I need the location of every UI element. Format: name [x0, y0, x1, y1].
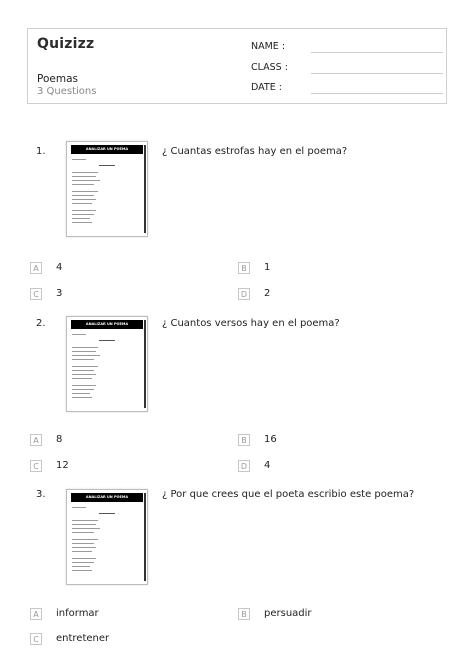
question-number: 3. — [36, 489, 46, 500]
option-letter: B — [238, 608, 250, 620]
date-field[interactable] — [251, 82, 282, 93]
name-label: NAME : — [251, 41, 286, 52]
worksheet-image — [66, 316, 148, 412]
image-banner: ANALIZAR UN POEMA — [85, 147, 129, 151]
worksheet-header — [27, 28, 447, 104]
option-letter: D — [238, 460, 250, 472]
question-count: 3 Questions — [37, 86, 97, 97]
date-label: DATE : — [251, 82, 282, 93]
option-text: 2 — [264, 288, 271, 299]
option-letter: A — [30, 434, 42, 446]
option-letter: C — [30, 288, 42, 300]
option-text: 8 — [56, 434, 63, 445]
option-letter: B — [238, 434, 250, 446]
option-letter: A — [30, 608, 42, 620]
name-field[interactable] — [251, 41, 285, 52]
option-text: 4 — [56, 262, 63, 273]
option-letter: C — [30, 633, 42, 645]
option-letter: A — [30, 262, 42, 274]
question-text: ¿ Por que crees que el poeta escribio este poema? — [162, 489, 415, 500]
option-text: 1 — [264, 262, 271, 273]
question-number: 2. — [36, 318, 46, 329]
option-text: 3 — [56, 288, 63, 299]
question-number: 1. — [36, 146, 46, 157]
name-line — [311, 52, 443, 53]
option-text: entretener — [56, 633, 110, 644]
class-line — [311, 73, 443, 74]
option-letter: D — [238, 288, 250, 300]
image-banner: ANALIZAR UN POEMA — [85, 495, 129, 499]
worksheet-image — [66, 141, 148, 237]
option-letter: C — [30, 460, 42, 472]
worksheet-title: Poemas — [37, 73, 78, 85]
option-text: 16 — [264, 434, 277, 445]
option-text: persuadir — [264, 608, 312, 619]
date-line — [311, 93, 443, 94]
question-text: ¿ Cuantos versos hay en el poema? — [162, 318, 340, 329]
option-text: informar — [56, 608, 99, 619]
option-text: 4 — [264, 460, 271, 471]
worksheet-image — [66, 489, 148, 585]
class-label: CLASS : — [251, 62, 288, 73]
option-text: 12 — [56, 460, 69, 471]
question-text: ¿ Cuantas estrofas hay en el poema? — [162, 146, 348, 157]
image-banner: ANALIZAR UN POEMA — [85, 322, 129, 326]
class-field[interactable] — [251, 62, 288, 73]
quizizz-logo: Quizizz — [37, 36, 95, 52]
option-letter: B — [238, 262, 250, 274]
